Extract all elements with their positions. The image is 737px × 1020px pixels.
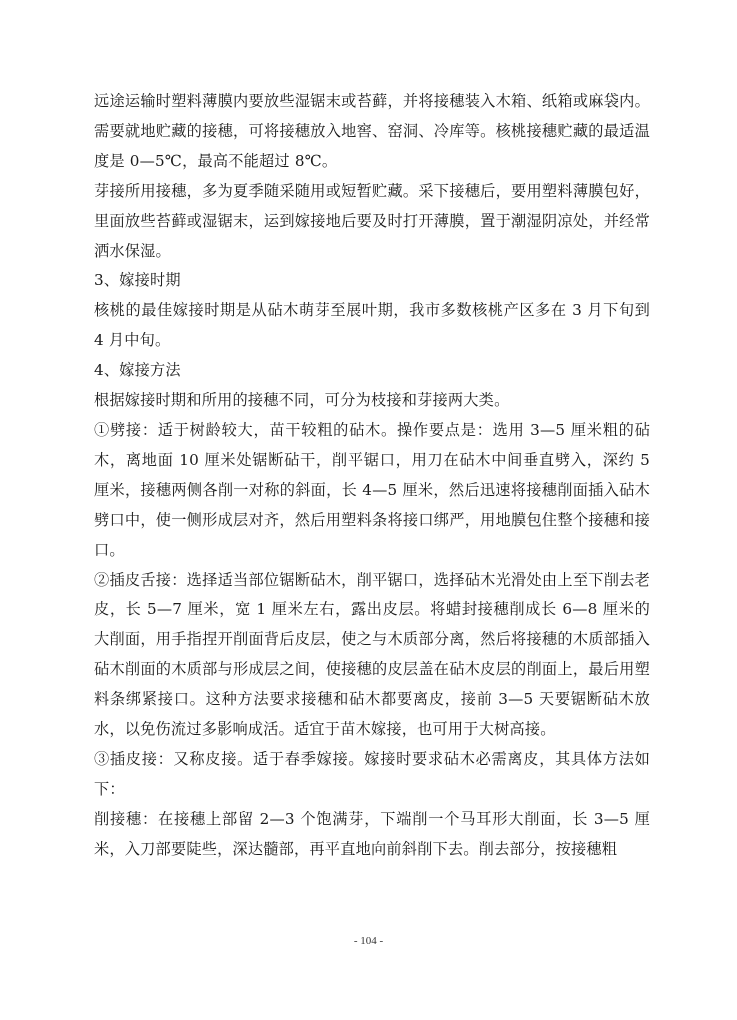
section-heading-grafting-period: 3、嫁接时期	[94, 271, 181, 290]
paragraph-bud-graft-scions: 芽接所用接穗，多为夏季随采随用或短暂贮藏。采下接穗后，要用塑料薄膜包好，里面放些苔藓或湿锯末，运到嫁接地后要及时打开薄膜，置于潮湿阴凉处，并经常洒水保湿。	[94, 181, 650, 260]
section-heading-grafting-method: 4、嫁接方法	[94, 361, 181, 380]
page-number: - 104 -	[353, 935, 384, 947]
page-body	[94, 87, 650, 865]
paragraph-bark-graft: ③插皮接：又称皮接。适于春季嫁接。嫁接时要求砧木必需离皮，其具体方法如下：	[94, 749, 650, 798]
paragraph-cut-scion: 削接穗：在接穗上部留 2—3 个饱满芽，下端削一个马耳形大削面，长 3—5 厘米，入刀部要陡些，深达髓部，再平直地向前斜削下去。削去部分，按接穗粗	[94, 809, 650, 858]
paragraph-grafting-period: 核桃的最佳嫁接时期是从砧木萌芽至展叶期，我市多数核桃产区多在 3 月下旬到 4 月中旬。	[94, 301, 650, 350]
paragraph-bark-tongue-graft: ②插皮舌接：选择适当部位锯断砧木，削平锯口，选择砧木光滑处由上至下削去老皮，长 5—7 厘米，宽 1 厘米左右，露出皮层。将蜡封接穗削成长 6—8 厘米的大削面，用手指捏开削面背后皮层，使之与木质部分离，然后将接穗的木质部插入砧木削面的木质部与形成层之间，使接穗的皮层盖在砧木皮层的削面上，最后用塑料条绑紧接口。这种方法要求接穗和砧木都要离皮，接前 3—5 天要锯断砧木放水，以免伤流过多影响成活。适宜于苗木嫁接，也可用于大树高接。	[94, 570, 650, 739]
paragraph-transport-storage: 远途运输时塑料薄膜内要放些湿锯末或苔藓，并将接穗装入木箱、纸箱或麻袋内。需要就地贮藏的接穗，可将接穗放入地窖、窑洞、冷库等。核桃接穗贮藏的最适温度是 0—5℃，最高不能超过 8℃。	[94, 92, 650, 170]
paragraph-cleft-graft: ①劈接：适于树龄较大，苗干较粗的砧木。操作要点是：选用 3—5 厘米粗的砧木，离地面 10 厘米处锯断砧干，削平锯口，用刀在砧木中间垂直劈入，深约 5 厘米，接穗两侧各削一对称的斜面，长 4—5 厘米，然后迅速将接穗削面插入砧木劈口中，使一侧形成层对齐，然后用塑料条将接口绑严，用地膜包住整个接穗和接口。	[94, 420, 650, 559]
paragraph-method-intro: 根据嫁接时期和所用的接穗不同，可分为枝接和芽接两大类。	[94, 391, 510, 410]
